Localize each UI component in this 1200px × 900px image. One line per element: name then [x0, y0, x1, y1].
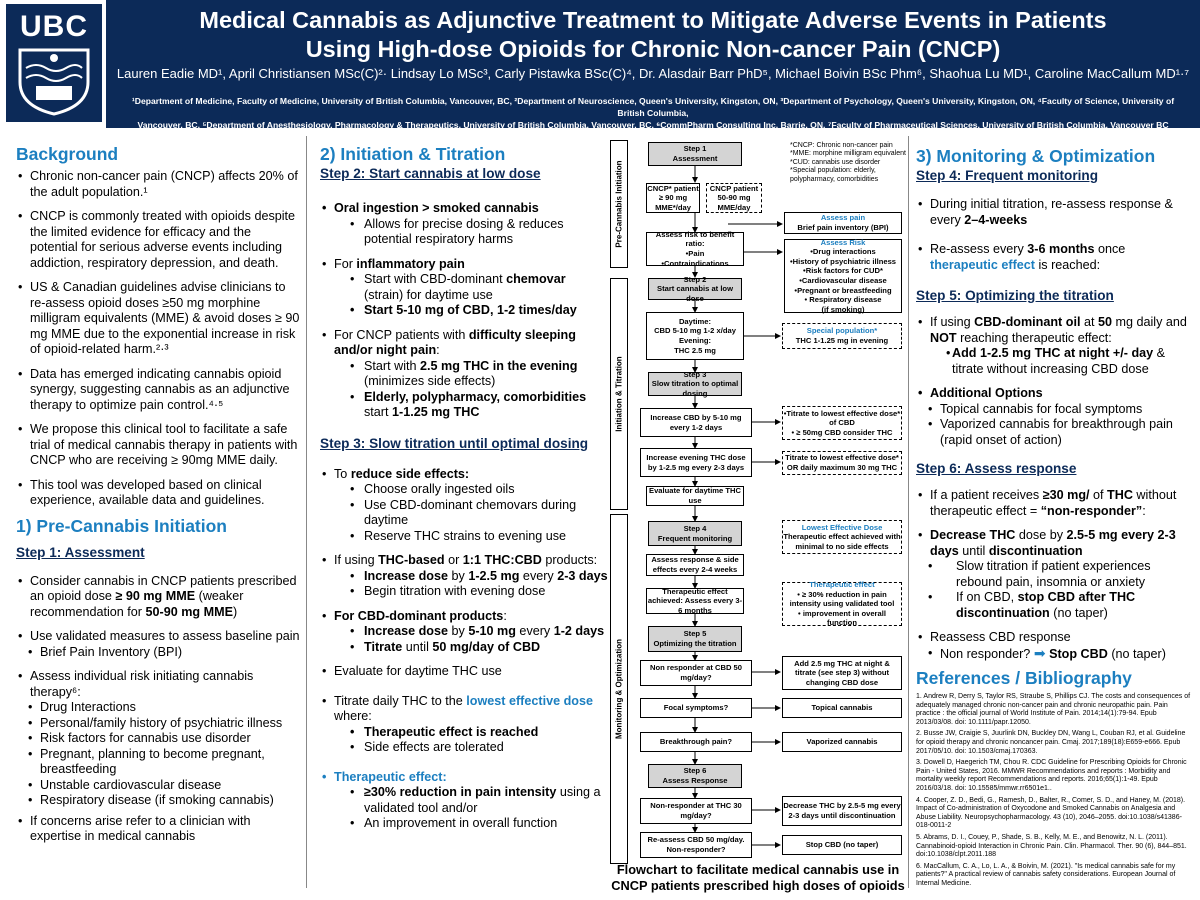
bg-item: • We propose this clinical tool to facilitate a safe trial of medical cannabis therapy in patients with CNCP who are receiving ≥ 90mg MME daily. [16, 422, 300, 469]
affiliations [118, 95, 1188, 131]
risk-item: • Drug Interactions [16, 700, 300, 716]
response-subitem: • Slow titration if patient experiences rebound pain, insomnia or anxiety [916, 559, 1192, 590]
pre-cannabis-heading: 1) Pre-Cannabis Initiation [16, 515, 227, 536]
flow-lowest: Lowest Effective Dose Therapeutic effect achieved with minimal to no side effects [782, 520, 902, 554]
step6-heading: Step 6: Assess response [916, 461, 1077, 476]
titrate-subitem: • Side effects are tolerated [320, 740, 608, 756]
thc-item: • If using THC-based or 1:1 THC:CBD products: [320, 553, 608, 569]
flow-titr-cbd: •Titrate to lowest effective dose* of CBD • ≥ 50mg CBD consider THC [782, 406, 902, 440]
flow-eval-day: Evaluate for daytime THC use [646, 486, 744, 506]
poster-title [110, 6, 1196, 64]
titrate-item: • Titrate daily THC to the lowest effective dose where: [320, 694, 608, 725]
flow-inc-cbd: Increase CBD by 5-10 mg every 1-2 days [640, 408, 752, 437]
reduce-subitem: • Use CBD-dominant chemovars during daytime [320, 498, 608, 529]
poster-header [0, 0, 1200, 128]
background-heading: Background [16, 144, 119, 164]
flow-assess-pain: Assess pain Brief pain inventory (BPI) [784, 212, 902, 234]
reduce-subitem: • Reserve THC strains to evening use [320, 529, 608, 545]
cbd-subitem: • Titrate until 50 mg/day of CBD [320, 640, 608, 656]
reference: 6. MacCallum, C. A., Lo, L. A., & Boivin, M. (2021). "Is medical cannabis safe for my patients?" A practical review of cannabis safety considerations. European Journal of Internal Medicine. [916, 862, 1176, 887]
response-item: • Reassess CBD response [916, 630, 1192, 646]
reference: 4. Cooper, Z. D., Bedi, G., Ramesh, D., Balter, R., Comer, S. D., and Haney, M. (2018). Impact of Co-administration of Oxycodone and Smoked Cannabis on Analgesia and Abuse Liability. Neuropsychopharmacology. 43 (10), 2046–2055. doi:10.1038/s41386-018-0011-2 [916, 796, 1186, 830]
reduce-item: • To reduce side effects: [320, 467, 608, 483]
flow-daytime: Daytime: CBD 5-10 mg 1-2 x/day Evening: THC 2.5 mg [646, 312, 744, 360]
response-item: • Decrease THC dose by 2.5-5 mg every 2-3 days until discontinuation [916, 528, 1192, 559]
flow-step2: Step 2 Start cannabis at low dose [648, 278, 742, 300]
flow-stopcbd: Stop CBD (no taper) [782, 835, 902, 855]
affiliations-line-1: ¹Department of Medicine, Faculty of Medicine, University of British Columbia, Vancouver, BC, ²Department of Neuroscience, Queen's University, Kingston, ON, ³Department of Psychology, Queen's University, Kingston, ON, ⁴Faculty of Science, University of British Columbia, [131, 96, 1175, 118]
flow-inc-thc: Increase evening THC dose by 1-2.5 mg every 2-3 days [640, 448, 752, 477]
therapeutic-subitem: • ≥30% reduction in pain intensity using a validated tool and/or [320, 785, 608, 816]
step4-heading: Step 4: Frequent monitoring [916, 168, 1099, 183]
title-line-2: Using High-dose Opioids for Chronic Non-cancer Pain (CNCP) [305, 36, 1001, 62]
flow-assess-risk: Assess Risk •Drug interactions •History of psychiatric illness •Risk factors for CUD* •Cardiovascular disease •Pregnant or breastfeeding • Respiratory disease (if smoking) [784, 239, 902, 313]
reduce-subitem: • Choose orally ingested oils [320, 482, 608, 498]
inflammatory-subitem: • Start 5-10 mg of CBD, 1-2 times/day [320, 303, 608, 319]
phase-label: Initiation & Titration [610, 278, 628, 510]
bg-item: • Data has emerged indicating cannabis opioid synergy, suggesting cannabis as an adjunctive therapy to optimize pain control.⁴·⁵ [16, 367, 300, 414]
sleep-subitem: • Elderly, polypharmacy, comorbidities start 1-1.25 mg THC [320, 390, 608, 421]
logo-text: UBC [20, 10, 88, 43]
therapeutic-subitem: • An improvement in overall function [320, 816, 608, 832]
affiliations-line-2: Vancouver, BC, ⁵Department of Anesthesiology, Pharmacology & Therapeutics, University of British Columbia, Vancouver, BC, ⁶CommPharm Consulting Inc, Barrie, ON, ⁷Faculty of Pharmaceutical Sciences, University of British Columbia, Vancouver BC [137, 120, 1169, 130]
column-background [16, 144, 300, 845]
monitor-item: • Re-assess every 3-6 months once therapeutic effect is reached: [916, 242, 1192, 273]
bg-item: • US & Canadian guidelines advise clinicians to re-assess opioid doses ≥50 mg morphine milligram equivalents (MME) & avoid doses ≥ 90 mg MME due to the exponential increase in risk of opioid-related harm.²·³ [16, 280, 300, 358]
optimize-subitem: • Add 1-2.5 mg THC at night +/- day & titrate without increasing CBD dose [916, 346, 1192, 377]
inflammatory-item: • For inflammatory pain [320, 257, 608, 273]
flow-ther-eff: Therapeutic effect • ≥ 30% reduction in pain intensity using validated tool • improvement in overall function [782, 582, 902, 626]
bg-item: • Chronic non-cancer pain (CNCP) affects 20% of the adult population.¹ [16, 169, 300, 200]
response-subitem: • If on CBD, stop CBD after THC discontinuation (no taper) [916, 590, 1192, 621]
thc-subitem: • Begin titration with evening dose [320, 584, 608, 600]
sleep-item: • For CNCP patients with difficulty sleeping and/or night pain: [320, 328, 608, 359]
flow-cncp5090: CNCP patient 50-90 mg MME/day [706, 183, 762, 213]
flow-step4: Step 4 Frequent monitoring [648, 521, 742, 546]
flow-nonresp30: Non-responder at THC 30 mg/day? [640, 798, 752, 824]
reference: 2. Busse JW, Craigie S, Juurlink DN, Buckley DN, Wang L, Couban RJ, et al. Guideline for opioid therapy and chronic noncancer pain. Cmaj. 2017;189(18):E659-e666. Epub 2017/05/10. doi: 10.1503/cmaj.170363. [916, 730, 1186, 755]
oral-item: • Oral ingestion > smoked cannabis [320, 201, 608, 217]
flow-step6: Step 6 Assess Response [648, 764, 742, 788]
flow-definitions: *CNCP: Chronic non-cancer pain *MME: morphine milligram equivalent *CUD: cannabis use disorder *Special population: elderly, polypharmacy, comorbidities [790, 142, 906, 183]
flow-assess-resp: Assess response & side effects every 2-4 weeks [646, 554, 744, 576]
references-heading: References / Bibliography [916, 668, 1132, 688]
step1-subitem: • Brief Pain Inventory (BPI) [16, 645, 300, 661]
column-divider [908, 136, 909, 888]
phase-label: Pre-Cannabis Initiation [610, 140, 628, 268]
monitoring-heading: 3) Monitoring & Optimization [916, 146, 1156, 166]
flow-titr-thc: Titrate to lowest effective dose* OR daily maximum 30 mg THC [782, 451, 902, 475]
arrow-right-icon: ➡ [1033, 644, 1046, 661]
additional-options: • Additional Options [916, 386, 1192, 402]
flow-focal: Focal symptoms? [640, 698, 752, 718]
bg-item: • CNCP is commonly treated with opioids despite the limited evidence for efficacy and the potential for serious adverse events including addiction, respiratory depression, and death. [16, 209, 300, 271]
oral-subitem: • Allows for precise dosing & reduces potential respiratory harms [320, 217, 608, 248]
flow-special: Special population* THC 1-1.25 mg in evening [782, 323, 902, 349]
flow-breakthrough: Breakthrough pain? [640, 732, 752, 752]
risk-item: • Unstable cardiovascular disease [16, 778, 300, 794]
step5-heading: Step 5: Optimizing the titration [916, 288, 1114, 303]
flow-step3: Step 3 Slow titration to optimal dosing [648, 372, 742, 396]
column-monitoring [916, 146, 1192, 891]
bg-item: • This tool was developed based on clinical experience, available data and guidelines. [16, 478, 300, 509]
thc-subitem: • Increase dose by 1-2.5 mg every 2-3 days [320, 569, 608, 585]
flow-topical: Topical cannabis [782, 698, 902, 718]
response-item: • If a patient receives ≥30 mg/ of THC without therapeutic effect = “non-responder”: [916, 488, 1192, 519]
risk-item: • Pregnant, planning to become pregnant, breastfeeding [16, 747, 300, 778]
title-line-1: Medical Cannabis as Adjunctive Treatment to Mitigate Adverse Events in Patients [199, 7, 1107, 33]
additional-subitem: • Vaporized cannabis for breakthrough pain (rapid onset of action) [916, 417, 1192, 448]
step2-heading: Step 2: Start cannabis at low dose [320, 166, 541, 181]
step3-heading: Step 3: Slow titration until optimal dosing [320, 435, 589, 451]
initiation-heading: 2) Initiation & Titration [320, 144, 506, 164]
flow-nonresp: Non responder at CBD 50 mg/day? [640, 660, 752, 686]
reference: 3. Dowell D, Haegerich TM, Chou R. CDC Guideline for Prescribing Opioids for Chronic Pain - United States, 2016. MMWR Recommendations and reports : Morbidity and mortality weekly report Recommendations and reports. 2016;65(1):1-49. Epub 2016/03/18. doi: 10.15585/mmwr.rr6501e1.. [916, 759, 1187, 792]
reference: 5. Abrams, D. I., Couey, P., Shade, S. B., Kelly, M. E., and Benowitz, N. L. (2011). Cannabinoid-opioid Interaction in Chronic Pain. Clin. Pharmacol. Ther. 90 (6), 844–851. doi:10.1038/clpt.2011.188 [916, 833, 1187, 859]
titrate-subitem: • Therapeutic effect is reached [320, 725, 608, 741]
therapeutic-item: • Therapeutic effect: [320, 770, 608, 786]
flow-vaporized: Vaporized cannabis [782, 732, 902, 752]
sleep-subitem: • Start with 2.5 mg THC in the evening (minimizes side effects) [320, 359, 608, 390]
monitor-item: • During initial titration, re-assess response & every 2–4-weeks [916, 197, 1192, 228]
risk-item: • Respiratory disease (if smoking cannabis) [16, 793, 300, 809]
flow-ther-ach: Therapeutic effect achieved: Assess every 3-6 months [647, 586, 743, 615]
crest-icon [16, 48, 92, 116]
optimize-item: • If using CBD-dominant oil at 50 mg daily and NOT reaching therapeutic effect: [916, 315, 1192, 346]
flow-risk-ratio: Assess risk to benefit ratio: •Pain •Contraindications [646, 232, 744, 266]
flow-decrease: Decrease THC by 2.5-5 mg every 2-3 days until discontinuation [782, 796, 902, 826]
cbd-subitem: • Increase dose by 5-10 mg every 1-2 days [320, 624, 608, 640]
flow-cncp90: CNCP* patient ≥ 90 mg MME*/day [647, 183, 699, 212]
flow-step1: Step 1 Assessment [648, 142, 742, 166]
step1-item: • If concerns arise refer to a clinician with expertise in medical cannabis [16, 814, 300, 845]
risk-item: • Personal/family history of psychiatric illness [16, 716, 300, 732]
daytime-item: • Evaluate for daytime THC use [320, 664, 608, 680]
reference: 1. Andrew R, Derry S, Taylor RS, Straube S, Phillips CJ. The costs and consequences of adequately managed chronic non-cancer pain and chronic neuropathic pain. Pain practice : the official journal of World Institute of Pain. 2014;14(1):79-94. Epub 2013/03/08. doi: 10.1111/papr.12050. [916, 693, 1191, 726]
phase-label: Monitoring & Optimization [610, 514, 628, 864]
authors: Lauren Eadie MD¹, April Christiansen MSc(C)²· Lindsay Lo MSc³, Carly Pistawka BSc(C)⁴, Dr. Alasdair Barr PhD⁵, Michael Boivin BSc Phm⁶, Shaohua Lu MD¹, Caroline MacCallum MD¹·⁷ [116, 66, 1190, 81]
step1-item: • Consider cannabis in CNCP patients prescribed an opioid dose ≥ 90 mg MME (weaker recommendation for 50-90 mg MME) [16, 574, 300, 621]
step1-heading: Step 1: Assessment [16, 544, 145, 560]
flow-reassess: Re-assess CBD 50 mg/day. Non-responder? [640, 832, 752, 858]
column-initiation [320, 144, 608, 832]
ubc-logo [6, 4, 102, 122]
flow-step5: Step 5 Optimizing the titration [648, 626, 742, 652]
flow-add-thc: Add 2.5 mg THC at night & titrate (see step 3) without changing CBD dose [782, 656, 902, 690]
flowchart [610, 140, 906, 864]
inflammatory-subitem: • Start with CBD-dominant chemovar (strain) for daytime use [320, 272, 608, 303]
step1-item: • Use validated measures to assess baseline pain [16, 629, 300, 645]
step1-item: • Assess individual risk initiating cannabis therapy⁶: [16, 669, 300, 700]
column-divider [306, 136, 307, 888]
response-subitem: • Non responder? ➡ Stop CBD (no taper) [916, 646, 1192, 663]
flow-caption: Flowchart to facilitate medical cannabis use in CNCP patients prescribed high doses of opioids [611, 862, 905, 893]
risk-item: • Risk factors for cannabis use disorder [16, 731, 300, 747]
additional-subitem: • Topical cannabis for focal symptoms [916, 402, 1192, 418]
cbd-item: • For CBD-dominant products: [320, 609, 608, 625]
